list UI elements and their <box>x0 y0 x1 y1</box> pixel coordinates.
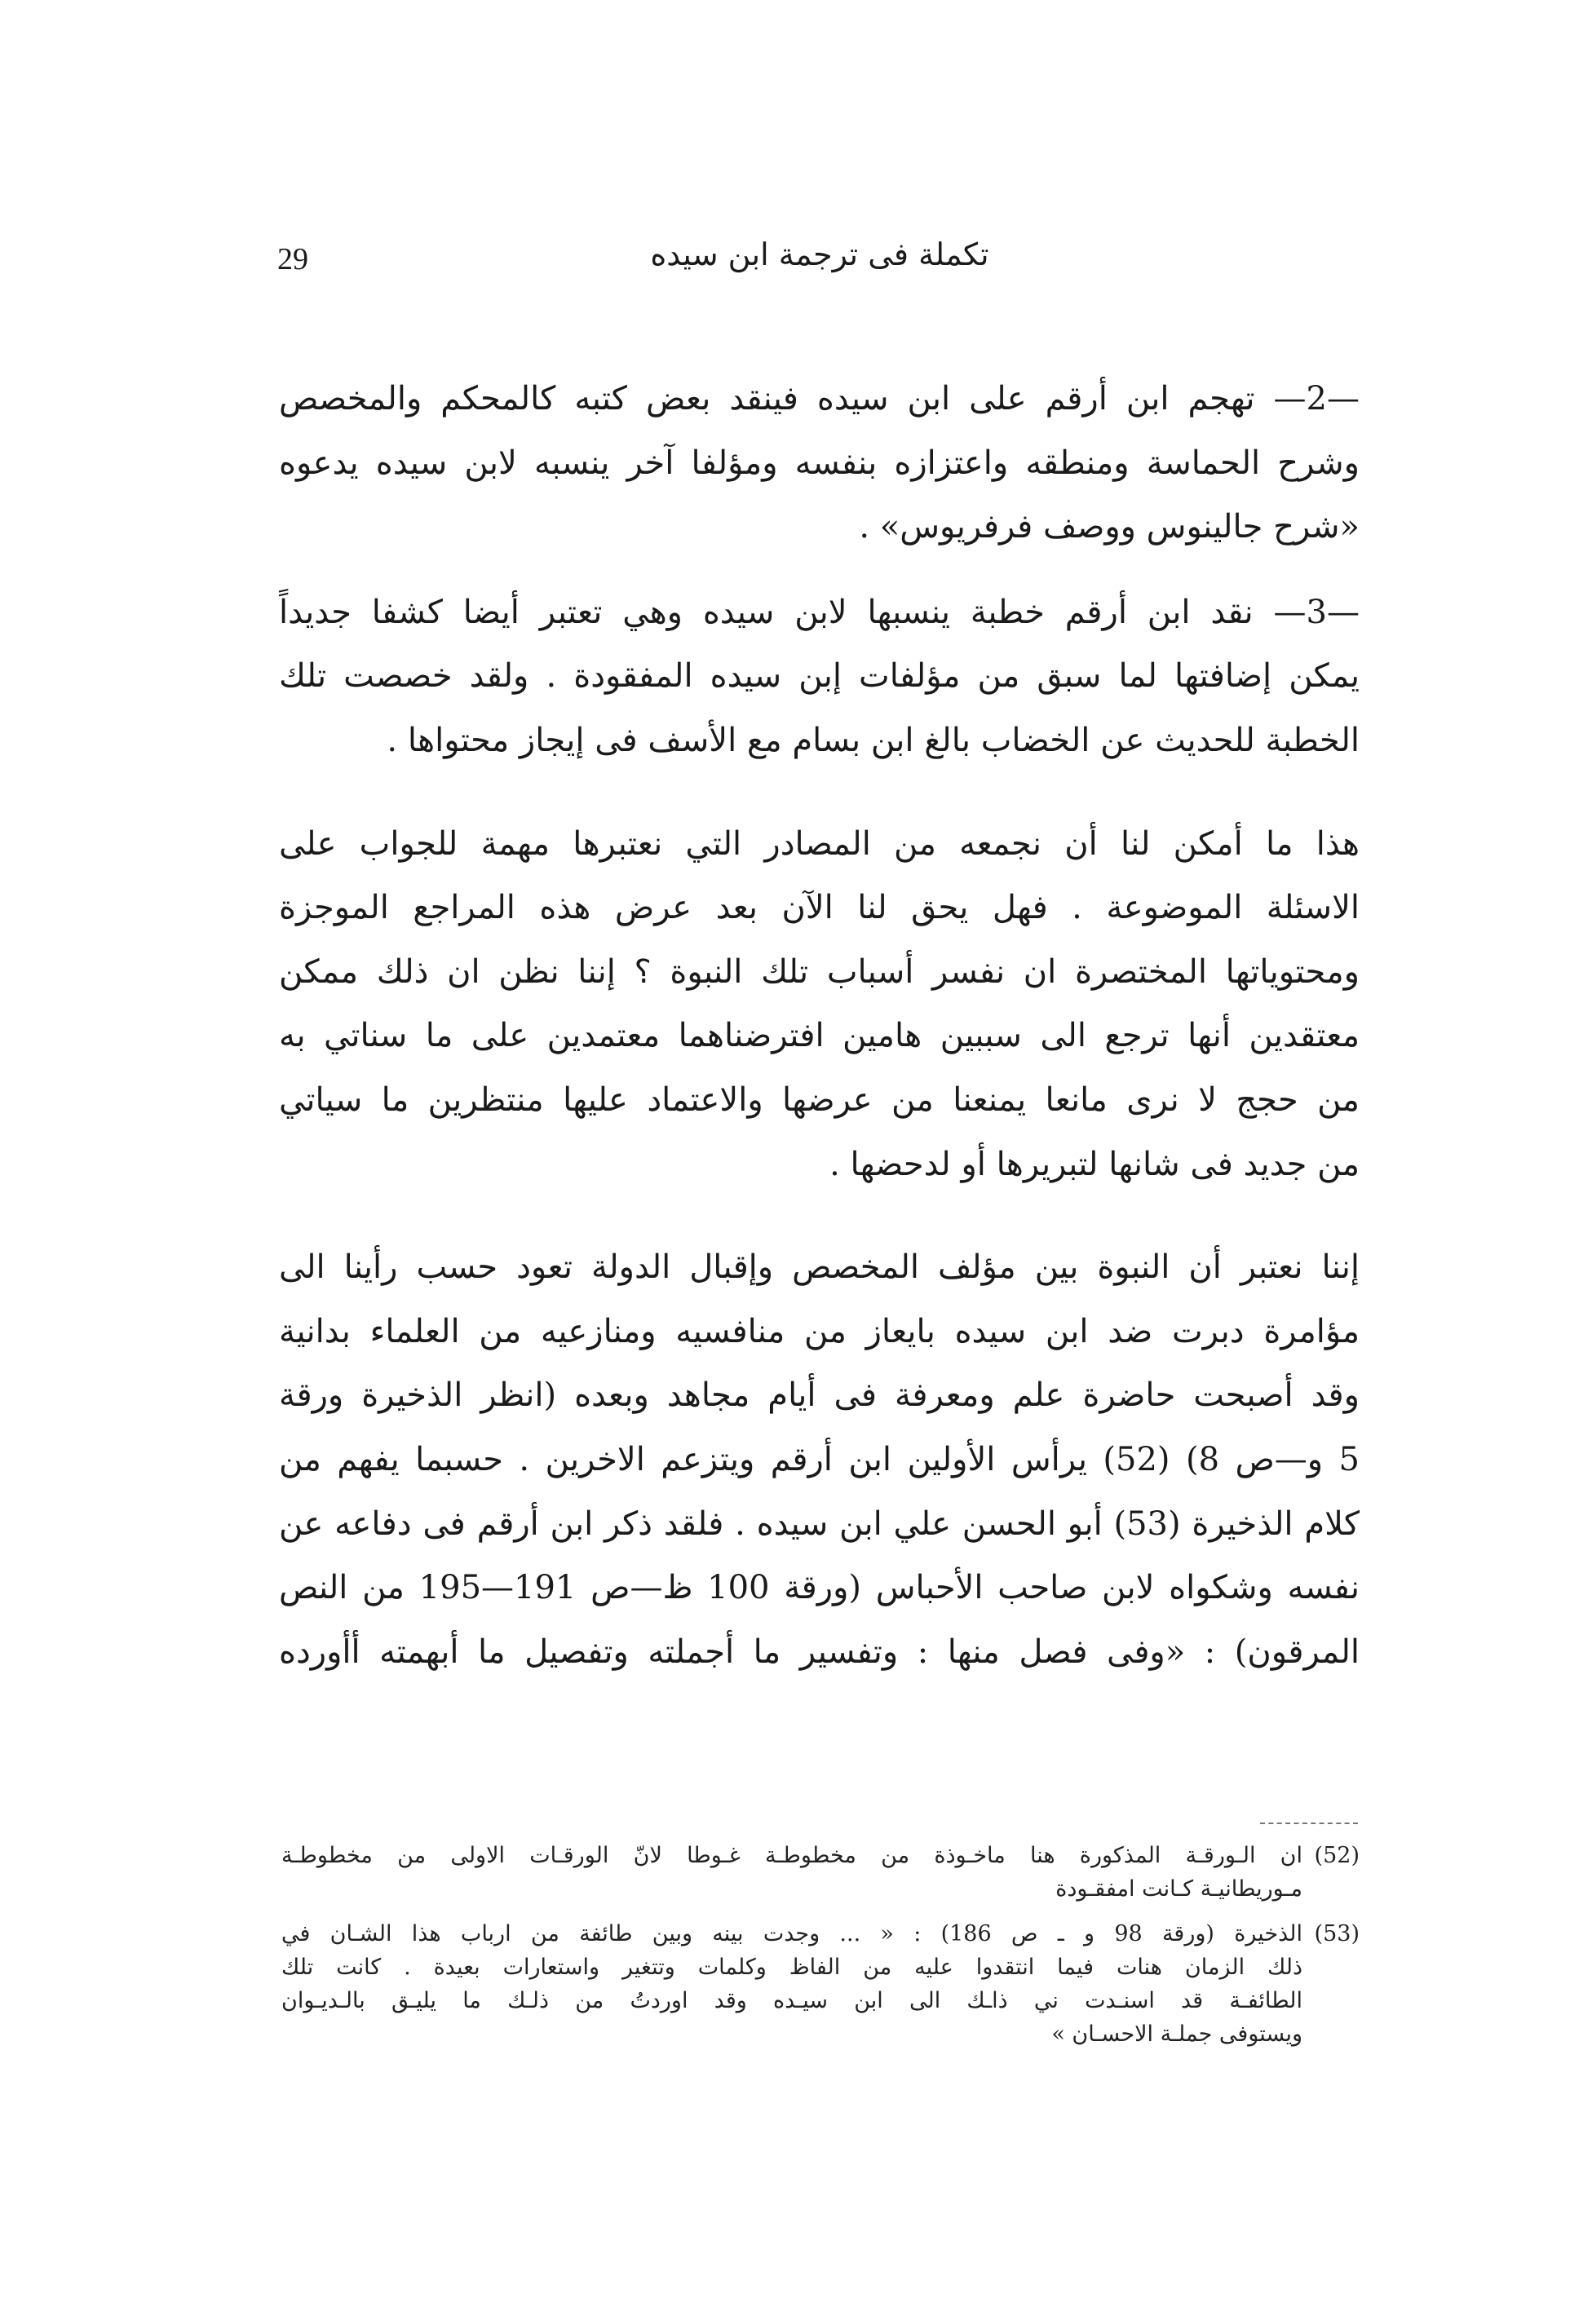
text-line: المرقون) : «وفى فصل منها : وتفسير ما أجملته وتفصيل ما أبهمته أأورده <box>279 1633 1360 1671</box>
text-line: الاسئلة الموضوعة . فهل يحق لنا الآن بعد عرض هذه المراجع الموجزة <box>279 889 1360 927</box>
text-line: معتقدين أنها ترجع الى سببين هامين افترضناهما معتمدين على ما سناتي به <box>279 1017 1360 1055</box>
text-line: مؤامرة دبرت ضد ابن سيده بايعاز من منافسيه ومنازعيه من العلماء بدانية <box>279 1312 1360 1350</box>
page-header <box>277 236 1362 294</box>
text-line: هذا ما أمكن لنا أن نجمعه من المصادر التي نعتبرها مهمة للجواب على <box>279 824 1360 863</box>
text-line: —3— نقد ابن أرقم خطبة ينسبها لابن سيده وهي تعتبر أيضا كشفا جديداً <box>279 593 1360 631</box>
text-line: وشرح الحماسة ومنطقه واعتزازه بنفسه ومؤلفا آخر ينسبه لابن سيده يدعوه <box>279 444 1360 482</box>
footnote-line: ان الـورقـة المذكورة هنا ماخـوذة من مخطوطـة غـوطا لانّ الورقـات الاولى من مخطوطـة <box>281 1843 1302 1868</box>
footnote-line: ويستوفى جملـة الاحسـان » <box>1051 2021 1302 2047</box>
paragraph-point-2 <box>279 367 1360 559</box>
footnote-number: (53) <box>1314 1921 1360 1946</box>
text-line: يمكن إضافتها لما سبق من مؤلفات إبن سيده المفقودة . ولقد خصصت تلك <box>279 657 1360 696</box>
text-line: إننا نعتبر أن النبوة بين مؤلف المخصص وإقبال الدولة تعود حسب رأينا الى <box>279 1248 1360 1287</box>
text-line: ومحتوياتها المختصرة ان نفسر أسباب تلك النبوة ؟ إننا نظن ان ذلك ممكن <box>279 952 1360 991</box>
text-line: من حجج لا نرى مانعا يمنعنا من عرضها والاعتماد عليها منتظرين ما سياتي <box>279 1080 1360 1119</box>
footnote-52 <box>281 1839 1360 1906</box>
running-title: تكملة فى ترجمة ابن سيده <box>650 236 989 272</box>
text-line: —2— تهجم ابن أرقم على ابن سيده فينقد بعض كتبه كالمحكم والمخصص <box>279 380 1360 418</box>
text-line: كلام الذخيرة (53) أبو الحسن علي ابن سيده . فلقد ذكر ابن أرقم فى دفاعه عن <box>279 1504 1360 1543</box>
body-text <box>279 367 1360 1723</box>
text-line: الخطبة للحديث عن الخضاب بالغ ابن بسام مع الأسف فى إيجاز محتواها . <box>387 721 1360 759</box>
footnote-text <box>281 1839 1302 1906</box>
footnote-53 <box>281 1917 1360 2051</box>
footnotes <box>281 1839 1360 2062</box>
paragraph-conclusion <box>279 1235 1360 1684</box>
footnote-line: الطائفـة قد اسنـدت ني ذاـك الى ابن سيـده وقد اوردتُ من ذلـك ما يليـق بالـديـوان <box>281 1988 1302 2013</box>
footnote-divider <box>1260 1823 1358 1824</box>
text-line: نفسه وشكواه لابن صاحب الأحباس (ورقة 100 ظ—ص 191—195 من النص <box>279 1569 1360 1607</box>
paragraph-discussion <box>279 812 1360 1197</box>
footnote-text <box>281 1917 1302 2051</box>
text-line: «شرح جالينوس ووصف فرفريوس» . <box>859 508 1360 546</box>
text-line: وقد أصبحت حاضرة علم ومعرفة فى أيام مجاهد وبعده (انظر الذخيرة ورقة <box>279 1376 1360 1415</box>
footnote-line: ذلك الزمان هنات فيما انتقدوا عليه من الفاظ وكلمات وتتغير واستعارات بعيدة . كانت تلك <box>281 1955 1302 1980</box>
footnote-line: مـوريطانيـة كـانت امفقـودة <box>1055 1876 1302 1902</box>
text-line: 5 و—ص 8) (52) يرأس الأولين ابن أرقم ويتزعم الاخرين . حسبما يفهم من <box>279 1440 1360 1478</box>
footnote-number: (52) <box>1314 1843 1360 1868</box>
footnote-line: الذخيرة (ورقة 98 و ـ ص 186) : « ... وجدت بينه وبين طائفة من ارباب هذا الشـان في <box>281 1921 1302 1946</box>
page-number: 29 <box>277 242 308 276</box>
paragraph-point-3 <box>279 581 1360 773</box>
text-line: من جديد فى شانها لتبريرها أو لدحضها . <box>829 1145 1360 1183</box>
